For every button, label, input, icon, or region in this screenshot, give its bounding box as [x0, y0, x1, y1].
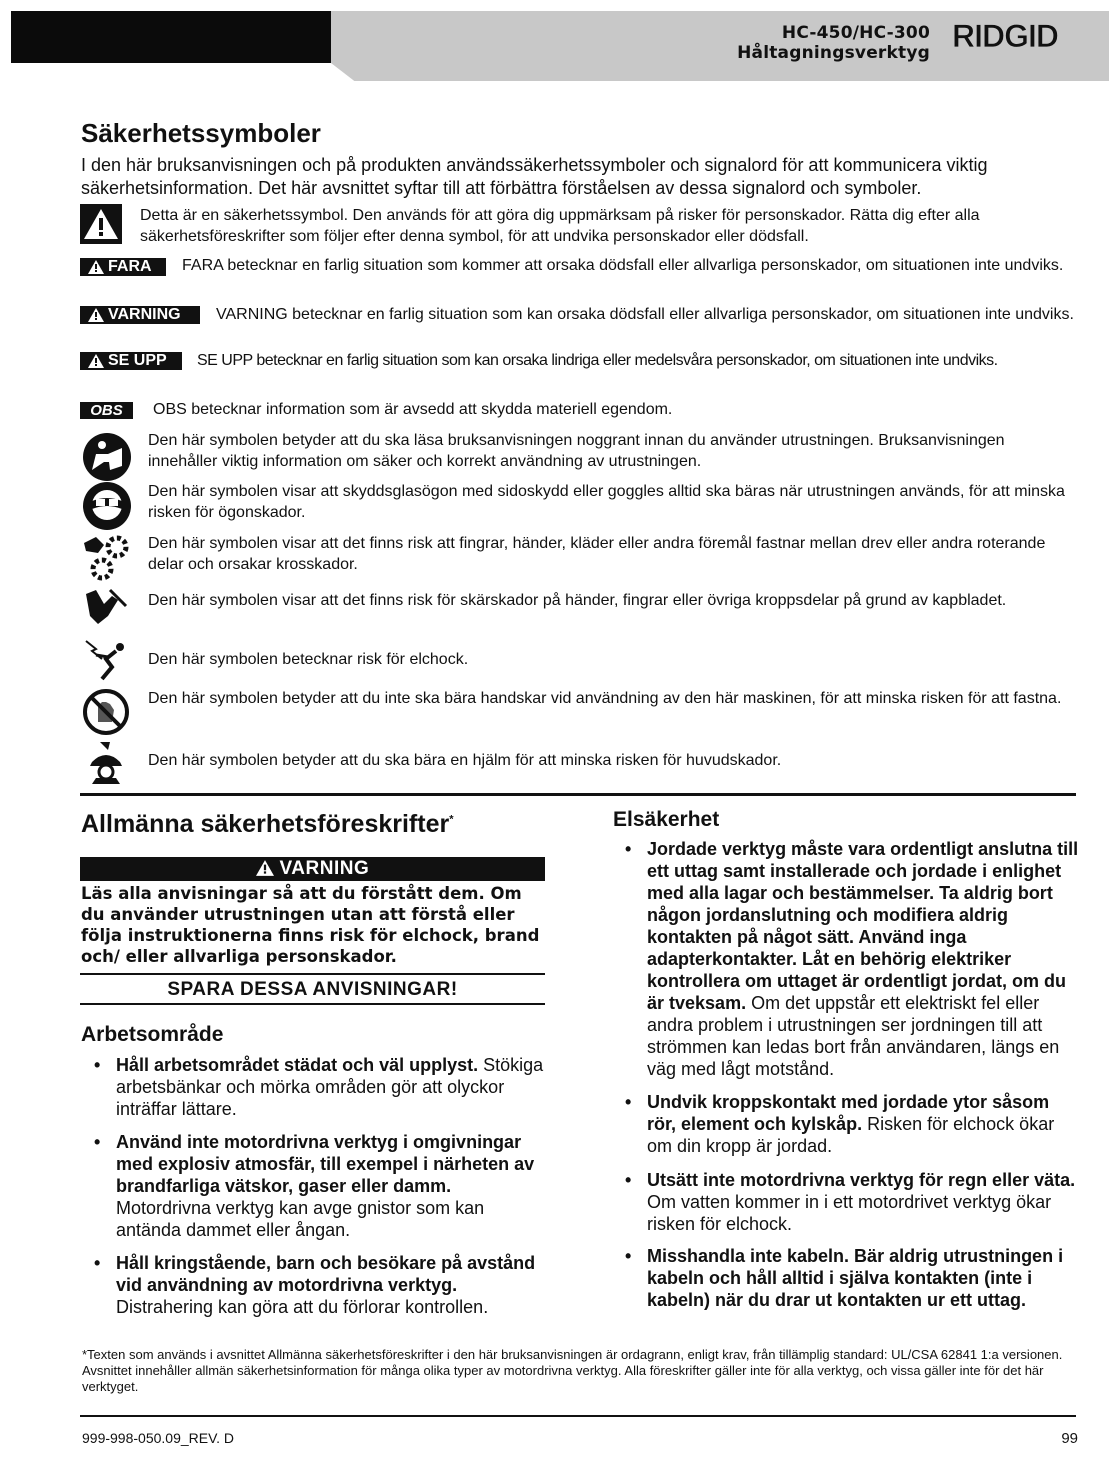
- alert-symbol-text: Detta är en säkerhetssymbol. Den används för att göra dig uppmärksam på risker för personskador. Rätta dig efter alla säkerhetsföreskrifter som följer efter denna symbol, för att undvika personskador eller dödsfall.: [140, 207, 980, 245]
- page-number: 99: [1061, 1430, 1078, 1447]
- list-item: • Håll kringstående, barn och besökare på avstånd vid användning av motordrivna verktyg. Distrahering kan göra att du förlorar kontrollen.: [94, 1253, 536, 1317]
- obs-label: OBS: [80, 402, 133, 419]
- svg-text:RIDGID: RIDGID: [952, 18, 1058, 54]
- symbol-text-shock: Den här symbolen betecknar risk för elchock.: [148, 651, 469, 668]
- gear-entanglement-icon: [82, 533, 130, 581]
- save-instructions: SPARA DESSA ANVISNINGAR!: [167, 979, 458, 1000]
- section-title-general-safety: Allmänna säkerhetsföreskrifter*: [81, 810, 454, 838]
- footer-rule: [80, 1415, 1076, 1417]
- intro-text: I den här bruksanvisningen och på produkten användssäkerhetssymboler och signalord för att kommunicera viktig säkerhetsinformation. Det här avsnittet syftar till att förbättra förståelsen av dessa signalord och symboler.: [81, 155, 988, 198]
- fara-text: FARA betecknar en farlig situation som kommer att orsaka dödsfall eller allvarliga personskador, om situationen inte undviks.: [182, 257, 1064, 274]
- ridgid-logo: [950, 16, 1078, 56]
- symbol-text-gears: Den här symbolen visar att det finns risk att fingrar, händer, kläder eller andra föremål fastnar mellan drev eller andra roterande delar och orsakar krosskador.: [148, 535, 1046, 573]
- header-gray-tail: [331, 63, 1109, 81]
- warning-triangle-icon: [88, 354, 104, 368]
- symbol-text-safety-glasses: Den här symbolen visar att skyddsglasögon med sidoskydd eller goggles alltid ska bäras när utrustningen används, för att minska risken för ögonskador.: [148, 483, 1065, 521]
- save-rule-top: [80, 973, 545, 975]
- wear-helmet-icon: [86, 740, 126, 786]
- document-number: 999-998-050.09_REV. D: [82, 1430, 235, 1446]
- seupp-label: SE UPP: [80, 352, 182, 370]
- varning-banner: VARNING: [80, 857, 545, 881]
- warning-triangle-icon: [256, 860, 274, 876]
- no-gloves-icon: [82, 688, 130, 736]
- symbol-text-read-manual: Den här symbolen betyder att du ska läsa bruksanvisningen noggrant innan du använder utrustningen. Bruksanvisningen innehåller viktig information om säker och korrekt användning av utrustningen.: [148, 432, 1005, 470]
- safety-alert-icon: [80, 204, 122, 244]
- seupp-text: SE UPP betecknar en farlig situation som kan orsaka lindriga eller medelsvåra personskador, om situationen inte undviks.: [197, 352, 998, 369]
- warning-triangle-icon: [88, 308, 104, 322]
- save-rule-bottom: [80, 1003, 545, 1005]
- fara-label: FARA: [80, 258, 166, 276]
- list-item: • Misshandla inte kabeln. Bär aldrig utrustningen i kabeln och håll alltid i själva kontakten (inte i kabeln) när du drar ut kontakten ur ett uttag.: [625, 1246, 1064, 1310]
- list-item: • Undvik kroppskontakt med jordade ytor såsom rör, element och kylskåp. Risken för elchock ökar om din kropp är jordad.: [625, 1092, 1055, 1156]
- symbol-text-cut: Den här symbolen visar att det finns risk för skärskador på händer, fingrar eller övriga kroppsdelar på grund av kapbladet.: [148, 592, 1007, 609]
- list-item: • Använd inte motordrivna verktyg i omgivningar med explosiv atmosfär, till exempel i närheten av brandfarliga vätskor, gaser eller damm. Motordrivna verktyg kan avge gnistor som kan antända dammet eller ångan.: [94, 1132, 535, 1240]
- list-item: • Håll arbetsområdet städat och väl upplyst. Stökiga arbetsbänkar och mörka områden gör att olyckor inträffar lättare.: [94, 1055, 544, 1119]
- symbol-text-helmet: Den här symbolen betyder att du ska bära en hjälm för att minska risken för huvudskador.: [148, 752, 782, 769]
- list-item: • Utsätt inte motordrivna verktyg för regn eller väta. Om vatten kommer in i ett motordrivet verktyg ökar risken för elchock.: [625, 1170, 1076, 1234]
- subsection-title-electrical-safety: Elsäkerhet: [613, 808, 720, 831]
- footnote: *Texten som används i avsnittet Allmänna säkerhetsföreskrifter i den här bruksanvisningen är ordagrann, enligt krav, från tillämplig standard: UL/CSA 62841 1:a versionen. Avsnittet innehåller allmän säkerhetsinformation för många olika typer av motordrivna verktyg. Alla föreskrifter gäller inte för alla verktyg, och vissa gäller inte för det här verktyget.: [82, 1347, 1063, 1394]
- read-manual-icon: [82, 432, 132, 482]
- safety-glasses-icon: [82, 481, 132, 531]
- header-title: HC-450/HC-300 Håltagningsverktyg: [737, 23, 930, 63]
- section-divider: [80, 793, 1076, 796]
- cut-hazard-icon: [82, 586, 128, 626]
- varning-text: VARNING betecknar en farlig situation som kan orsaka dödsfall eller allvarliga personskador, om situationen inte undviks.: [216, 306, 1074, 323]
- header-black-band: [11, 11, 331, 63]
- subsection-title-work-area: Arbetsområde: [81, 1023, 224, 1046]
- electric-shock-icon: [82, 637, 130, 681]
- list-item: • Jordade verktyg måste vara ordentligt anslutna till ett uttag samt installerade och jordade i enlighet med alla lagar och bestämmelser. Ta aldrig bort någon jordanslutning och modifiera aldrig kontakten på något sätt. Använd inga adapterkontakter. Låt en behörig elektriker kontrollera om uttaget är ordentligt jordat, om du är tveksam. Om det uppstår ett elektriskt fel eller andra problem i utrustningen ser jordningen till att strömmen kan ledas bort från användaren, längs en väg med lågt motstånd.: [625, 839, 1079, 1079]
- varning-label: VARNING: [80, 306, 200, 324]
- section-title-safety-symbols: Säkerhetssymboler: [81, 118, 321, 148]
- warning-triangle-icon: [88, 260, 104, 274]
- symbol-text-no-gloves: Den här symbolen betyder att du inte ska bära handskar vid användning av den här maskinen, för att minska risken för att fastna.: [148, 690, 1062, 707]
- warning-text: Läs alla anvisningar så att du förstått dem. Om du använder utrustningen utan att förstå eller följa instruktionerna finns risk för elchock, brand och/ eller allvarliga personskador.: [81, 884, 540, 966]
- obs-text: OBS betecknar information som är avsedd att skydda materiell egendom.: [153, 401, 673, 418]
